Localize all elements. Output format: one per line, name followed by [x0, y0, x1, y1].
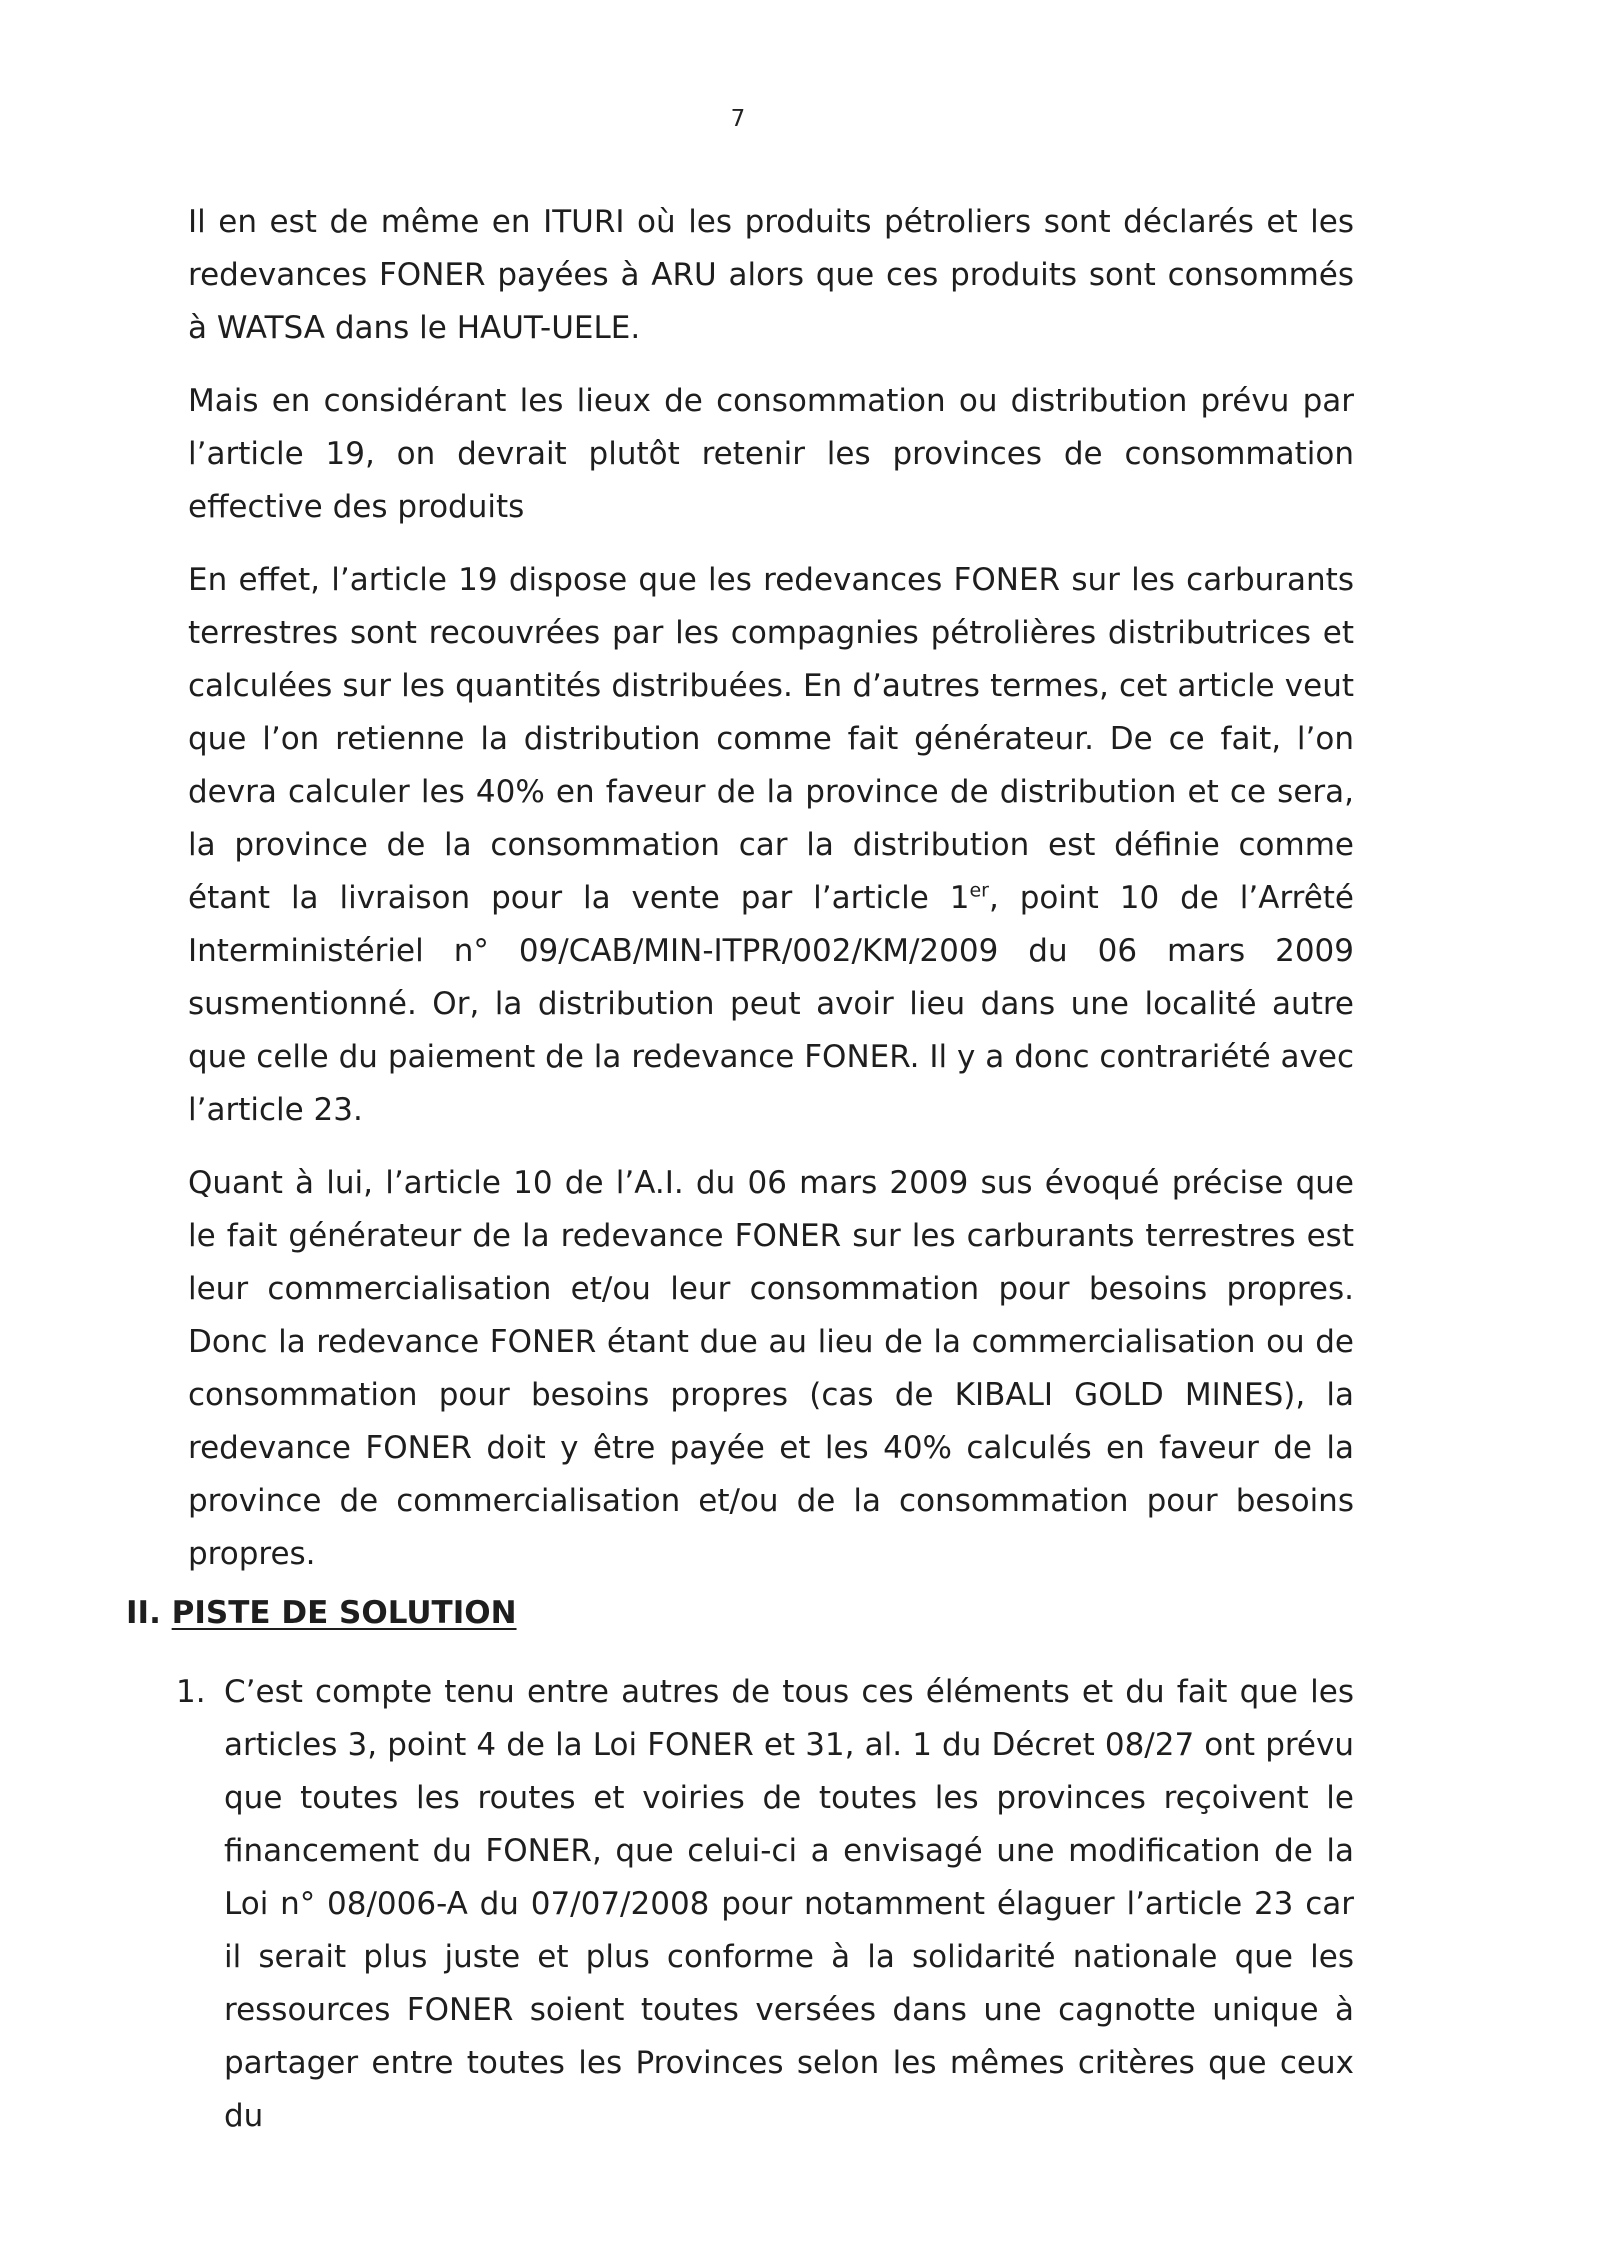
- numbered-list: [176, 1666, 1354, 2143]
- paragraph-article-19-text-b: , point 10 de l’Arrêté Interministériel n° 09/CAB/MIN-ITPR/002/KM/2009 du 06 mars 2009 susmentionné. Or, la distribution peut avoir lieu dans une localité autre que celle du paiement de la redevance FONER. Il y a donc contrariété avec l’article 23.: [188, 880, 1355, 1128]
- paragraph-article-19-text-a: En effet, l’article 19 dispose que les redevances FONER sur les carburants terrestres sont recouvrées par les compagnies pétrolières distributrices et calculées sur les quantités distribuées. En d’autres termes, cet article veut que l’on retienne la distribution comme fait générateur. De ce fait, l’on devra calculer les 40% en faveur de la province de distribution et ce sera, la province de la consommation car la distribution est définie comme étant la livraison pour la vente par l’article 1: [188, 562, 1354, 916]
- paragraph-article-10: Quant à lui, l’article 10 de l’A.I. du 06 mars 2009 sus évoqué précise que le fait générateur de la redevance FONER sur les carburants terrestres est leur commercialisation et/ou leur consommation pour besoins propres. Donc la redevance FONER étant due au lieu de la commercialisation ou de consommation pour besoins propres (cas de KIBALI GOLD MINES), la redevance FONER doit y être payée et les 40% calculés en faveur de la province de commercialisation et/ou de la consommation pour besoins propres.: [188, 1165, 1354, 1572]
- list-item: [176, 1666, 1354, 2143]
- paragraph-ituri: Il en est de même en ITURI où les produits pétroliers sont déclarés et les redevances FONER payées à ARU alors que ces produits sont consommés à WATSA dans le HAUT-UELE.: [188, 204, 1354, 346]
- list-item-text: C’est compte tenu entre autres de tous ces éléments et du fait que les articles 3, point 4 de la Loi FONER et 31, al. 1 du Décret 08/27 ont prévu que toutes les routes et voiries de toutes les provinces reçoivent le financement du FONER, que celui-ci a envisagé une modification de la Loi n° 08/006-A du 07/07/2008 pour notamment élaguer l’article 23 car il serait plus juste et plus conforme à la solidarité nationale que les ressources FONER soient toutes versées dans une cagnotte unique à partager entre toutes les Provinces selon les mêmes critères que ceux du: [224, 1674, 1354, 2134]
- section-heading: [126, 1587, 517, 1640]
- section-number: II.: [126, 1595, 161, 1631]
- section-title: PISTE DE SOLUTION: [171, 1595, 517, 1631]
- superscript-er: er: [969, 879, 989, 902]
- paragraph-consumption-places: Mais en considérant les lieux de consommation ou distribution prévu par l’article 19, on devrait plutôt retenir les provinces de consommation effective des produits: [188, 383, 1354, 525]
- document-body: [188, 196, 1354, 1601]
- page-number: 7: [730, 106, 746, 132]
- paragraph-article-19: [188, 554, 1354, 1137]
- list-item-number: 1.: [176, 1674, 206, 1710]
